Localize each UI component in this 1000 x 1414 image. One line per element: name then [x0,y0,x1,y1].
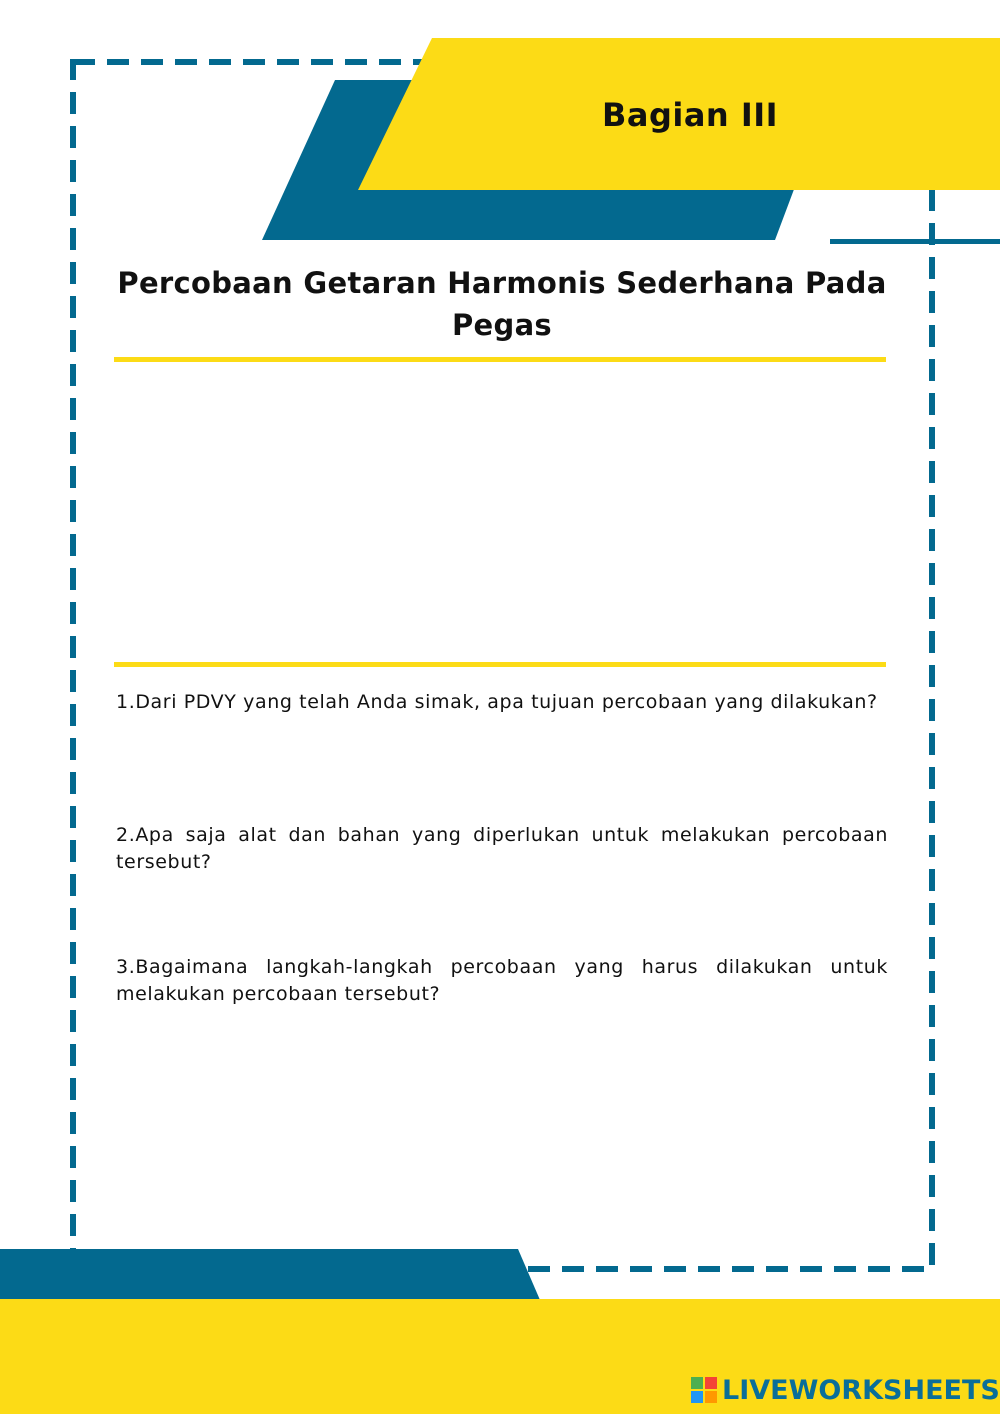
title-separator [114,357,886,362]
answer-area-1[interactable] [116,745,888,805]
question-3: 3.Bagaimana langkah-langkah percobaan yang harus dilakukan untuk melakukan percobaan tersebut? [116,956,888,1005]
question-2: 2.Apa saja alat dan bahan yang diperlukan untuk melakukan percobaan tersebut? [116,824,888,873]
video-separator [114,662,886,667]
page-title: Percobaan Getaran Harmonis Sederhana Pada Pegas [117,266,887,342]
question-1: 1.Dari PDVY yang telah Anda simak, apa tujuan percobaan yang dilakukan? [116,691,878,713]
liveworksheets-logo-icon [690,1376,718,1404]
footer-teal-bar [0,1249,540,1300]
section-label: Bagian III [601,96,779,134]
right-accent-line [830,239,1000,244]
video-placeholder[interactable] [114,370,886,655]
brand-name: LIVEWORKSHEETS [722,1374,1000,1406]
answer-area-2[interactable] [116,878,888,938]
brand-footer[interactable] [690,1374,1000,1406]
answer-area-3[interactable] [116,1012,888,1072]
